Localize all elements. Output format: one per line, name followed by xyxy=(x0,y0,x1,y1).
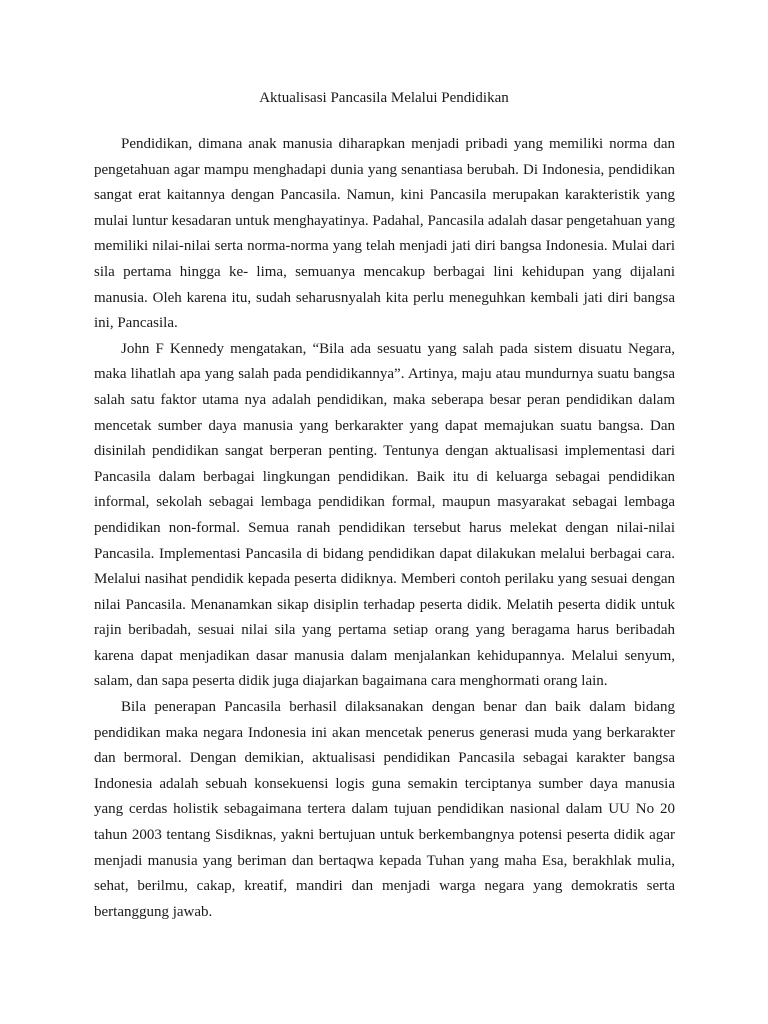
document-body xyxy=(94,132,675,925)
paragraph-1: Pendidikan, dimana anak manusia diharapkan menjadi pribadi yang memiliki norma dan pengetahuan agar mampu menghadapi dunia yang senantiasa berubah. Di Indonesia, pendidikan sangat erat kaitannya dengan Pancasila. Namun, kini Pancasila merupakan karakteristik yang mulai luntur kesadaran untuk menghayatinya. Padahal, Pancasila adalah dasar pengetahuan yang memiliki nilai-nilai serta norma-norma yang telah menjadi jati diri bangsa Indonesia. Mulai dari sila pertama hingga ke- lima, semuanya mencakup berbagai lini kehidupan yang dijalani manusia. Oleh karena itu, sudah seharusnyalah kita perlu meneguhkan kembali jati diri bangsa ini, Pancasila. xyxy=(94,136,675,332)
document-title: Aktualisasi Pancasila Melalui Pendidikan xyxy=(259,90,509,106)
paragraph-3: Bila penerapan Pancasila berhasil dilaksanakan dengan benar dan baik dalam bidang pendidikan maka negara Indonesia ini akan mencetak penerus generasi muda yang berkarakter dan bermoral. Dengan demikian, aktualisasi pendidikan Pancasila sebagai karakter bangsa Indonesia adalah sebuah konsekuensi logis guna semakin terciptanya sumber daya manusia yang cerdas holistik sebagaimana tertera dalam tujuan pendidikan nasional dalam UU No 20 tahun 2003 tentang Sisdiknas, yakni bertujuan untuk berkembangnya potensi peserta didik agar menjadi manusia yang beriman dan bertaqwa kepada Tuhan yang maha Esa, berakhlak mulia, sehat, berilmu, cakap, kreatif, mandiri dan menjadi warga negara yang demokratis serta bertanggung jawab. xyxy=(94,699,675,920)
paragraph-2: John F Kennedy mengatakan, “Bila ada sesuatu yang salah pada sistem disuatu Negara, maka lihatlah apa yang salah pada pendidikannya”. Artinya, maju atau mundurnya suatu bangsa salah satu faktor utama nya adalah pendidikan, maka seberapa besar peran pendidikan dalam mencetak sumber daya manusia yang berkarakter yang dapat memajukan suatu bangsa. Dan disinilah pendidikan sangat berperan penting. Tentunya dengan aktualisasi implementasi dari Pancasila dalam berbagai lingkungan pendidikan. Baik itu di keluarga sebagai pendidikan informal, sekolah sebagai lembaga pendidikan formal, maupun masyarakat sebagai lembaga pendidikan non-formal. Semua ranah pendidikan tersebut harus melekat dengan nilai-nilai Pancasila. Implementasi Pancasila di bidang pendidikan dapat dilakukan melalui berbagai cara. Melalui nasihat pendidik kepada peserta didiknya. Memberi contoh perilaku yang sesuai dengan nilai Pancasila. Menanamkan sikap disiplin terhadap peserta didik. Melatih peserta didik untuk rajin beribadah, sesuai nilai sila yang pertama setiap orang yang beragama harus beribadah karena dapat menjadikan dasar manusia dalam menjalankan kehidupannya. Melalui senyum, salam, dan sapa peserta didik juga diajarkan bagaimana cara menghormati orang lain. xyxy=(94,340,675,690)
